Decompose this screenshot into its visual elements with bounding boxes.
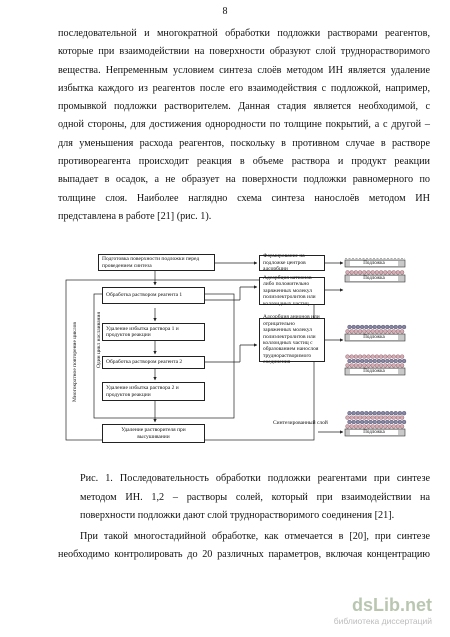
- adsorbed-particle: [392, 355, 396, 359]
- loop-outer-label: Многократное повторение циклов: [72, 322, 78, 402]
- adsorbed-particle: [394, 359, 398, 363]
- adsorbed-particle: [385, 325, 389, 329]
- adsorbed-particle: [360, 325, 364, 329]
- adsorbed-particle: [371, 416, 375, 420]
- adsorbed-particle: [396, 271, 400, 275]
- substrate-label: Подложка: [350, 369, 398, 374]
- adsorbed-particle: [383, 355, 387, 359]
- adsorbed-particle: [354, 416, 358, 420]
- adsorbed-particle: [358, 425, 362, 429]
- adsorbed-particle: [396, 330, 400, 334]
- adsorbed-particle: [369, 411, 373, 415]
- adsorbed-particle: [367, 271, 371, 275]
- adsorbed-particle: [398, 359, 402, 363]
- adsorbed-particle: [375, 355, 379, 359]
- text-line: необходимо контролировать до 20 различных параметров, включая концентрацию: [58, 549, 430, 561]
- adsorbed-particle: [396, 364, 400, 368]
- adsorbed-particle: [356, 411, 360, 415]
- adsorbed-particle: [385, 420, 389, 424]
- adsorbed-particle: [360, 420, 364, 424]
- adsorbed-particle: [400, 355, 404, 359]
- adsorbed-particle: [394, 325, 398, 329]
- caption-line: поверхности подложки дают слой труднорастворимого соединения [21].: [80, 510, 395, 521]
- adsorbed-particle: [398, 325, 402, 329]
- substrate-label: Подложка: [350, 276, 398, 281]
- adsorbed-particle: [396, 425, 400, 429]
- adsorbed-particle: [394, 420, 398, 424]
- adsorbed-particle: [348, 359, 352, 363]
- text-line: При такой многостадийной обработке, как отмечается в [20], при синтезе: [80, 531, 430, 542]
- caption-line: методом ИН. 1,2 – растворы солей, который при взаимодействии на: [80, 491, 430, 503]
- adsorbed-particle: [371, 355, 375, 359]
- adsorbed-particle: [402, 325, 406, 329]
- adsorbed-particle: [388, 425, 392, 429]
- adsorbed-particle: [360, 411, 364, 415]
- text-line: вещества. Непременным условием синтеза слоёв методом ИН является удаление: [58, 64, 430, 76]
- substrate-illustrations: [345, 259, 406, 437]
- adsorbed-particle: [346, 355, 350, 359]
- adsorbed-particle: [358, 330, 362, 334]
- paragraph-1: [58, 25, 430, 226]
- step-prepare-surface: Подготовка поверхности подложки перед проведением синтеза: [98, 254, 215, 271]
- adsorbed-particle: [379, 271, 383, 275]
- text-line: противореагента происходит реакция в объеме раствора и продукт реакции: [58, 156, 430, 168]
- adsorbed-particle: [392, 416, 396, 420]
- adsorbed-particle: [379, 330, 383, 334]
- substrate-label: Подложка: [350, 335, 398, 340]
- step-reagent-1: Обработка раствором реагента 1: [102, 287, 205, 304]
- adsorbed-particle: [381, 325, 385, 329]
- adsorbed-particle: [350, 425, 354, 429]
- adsorbed-particle: [369, 325, 373, 329]
- adsorbed-particle: [350, 271, 354, 275]
- adsorbed-particle: [358, 416, 362, 420]
- adsorbed-particle: [354, 271, 358, 275]
- dslib-watermark: [322, 595, 432, 629]
- adsorbed-particle: [381, 411, 385, 415]
- adsorbed-particle: [392, 364, 396, 368]
- adsorbed-particle: [377, 420, 381, 424]
- adsorbed-particle: [394, 411, 398, 415]
- adsorbed-particle: [381, 359, 385, 363]
- adsorbed-particle: [379, 425, 383, 429]
- adsorbed-particle: [350, 330, 354, 334]
- adsorbed-particle: [367, 364, 371, 368]
- loop-inner-label: Один цикл наслаивания: [96, 312, 102, 368]
- watermark-subtitle: библиотека диссертаций: [333, 616, 432, 626]
- adsorbed-particle: [385, 411, 389, 415]
- adsorbed-particle: [371, 364, 375, 368]
- adsorbed-particle: [354, 330, 358, 334]
- adsorbed-particle: [350, 355, 354, 359]
- text-line: промывкой подложки растворителем. Данная стадия является необходимой, с: [58, 101, 430, 113]
- text-line: последовательной и многократной обработки подложки растворами реагентов,: [58, 28, 430, 39]
- adsorbed-particle: [352, 411, 356, 415]
- adsorbed-particle: [348, 325, 352, 329]
- text-line: представлена в работе [21] (рис. 1).: [58, 210, 212, 222]
- adsorbed-particle: [373, 411, 377, 415]
- adsorbed-particle: [369, 420, 373, 424]
- adsorbed-particle: [392, 330, 396, 334]
- adsorbed-particle: [362, 330, 366, 334]
- adsorbed-particle: [373, 420, 377, 424]
- adsorbed-particle: [392, 271, 396, 275]
- text-line: избытка каждого из реагентов после его взаимодействия с подложкой, например,: [58, 82, 430, 94]
- adsorbed-particle: [400, 330, 404, 334]
- adsorbed-particle: [379, 355, 383, 359]
- adsorbed-particle: [383, 330, 387, 334]
- adsorbed-particle: [356, 325, 360, 329]
- desc-anion-adsorption: Адсорбция анионов или отрицательно заряженных молекул полиэлектролитов или коллоидных частиц с образованием нанослоя труднорастворимого соединения: [259, 318, 325, 362]
- text-line: толщине слоя. Наиболее наглядно схема синтеза нанослоёв методом ИН: [58, 192, 430, 204]
- adsorbed-particle: [375, 364, 379, 368]
- adsorbed-particle: [367, 416, 371, 420]
- adsorbed-particle: [383, 425, 387, 429]
- adsorbed-particle: [388, 355, 392, 359]
- adsorbed-particle: [354, 425, 358, 429]
- adsorbed-particle: [373, 359, 377, 363]
- adsorbed-particle: [350, 416, 354, 420]
- adsorbed-particle: [362, 271, 366, 275]
- adsorbed-particle: [400, 416, 404, 420]
- figure-caption: [80, 470, 430, 526]
- adsorbed-particle: [346, 271, 350, 275]
- paragraph-2: [58, 528, 430, 565]
- adsorbed-particle: [375, 425, 379, 429]
- adsorbed-particle: [377, 411, 381, 415]
- adsorbed-particle: [398, 411, 402, 415]
- adsorbed-particle: [390, 325, 394, 329]
- step-remove-excess-2: Удаление избытка раствора 2 и продуктов реакции: [102, 382, 205, 401]
- step-reagent-2: Обработка раствором реагента 2: [102, 356, 205, 369]
- adsorbed-particle: [358, 271, 362, 275]
- adsorbed-particle: [388, 364, 392, 368]
- synthesized-layer-label: Синтезированный слой: [273, 420, 328, 426]
- adsorbed-particle: [371, 425, 375, 429]
- substrate-label: Подложка: [350, 430, 398, 435]
- page-number: 8: [222, 6, 228, 17]
- adsorbed-particle: [396, 355, 400, 359]
- adsorbed-particle: [400, 425, 404, 429]
- adsorbed-particle: [375, 416, 379, 420]
- caption-line: Рис. 1. Последовательность обработки подложки реагентами при синтезе: [80, 473, 430, 484]
- adsorbed-particle: [383, 271, 387, 275]
- adsorbed-particle: [375, 271, 379, 275]
- adsorbed-particle: [400, 271, 404, 275]
- adsorbed-particle: [356, 420, 360, 424]
- adsorbed-particle: [383, 416, 387, 420]
- step-drying: Удаление растворителя при высушивании: [102, 424, 205, 443]
- adsorbed-particle: [346, 425, 350, 429]
- adsorbed-particle: [362, 364, 366, 368]
- watermark-brand: dsLib.net: [352, 595, 432, 615]
- adsorbed-particle: [381, 420, 385, 424]
- adsorbed-particle: [390, 359, 394, 363]
- adsorbed-particle: [390, 420, 394, 424]
- adsorbed-particle: [364, 411, 368, 415]
- adsorbed-particle: [388, 416, 392, 420]
- adsorbed-particle: [364, 359, 368, 363]
- adsorbed-particle: [367, 355, 371, 359]
- adsorbed-particle: [369, 359, 373, 363]
- synthesis-scheme-figure: [60, 250, 430, 460]
- adsorbed-particle: [377, 359, 381, 363]
- adsorbed-particle: [348, 411, 352, 415]
- adsorbed-particle: [362, 355, 366, 359]
- adsorbed-particle: [352, 420, 356, 424]
- substrate-label: Подложка: [350, 261, 398, 266]
- adsorbed-particle: [379, 364, 383, 368]
- adsorbed-particle: [352, 325, 356, 329]
- adsorbed-particle: [385, 359, 389, 363]
- adsorbed-particle: [373, 325, 377, 329]
- text-line: выпадает в осадок, а не образует на поверхности подложки равномерного по: [58, 174, 430, 186]
- adsorbed-particle: [371, 330, 375, 334]
- adsorbed-particle: [402, 359, 406, 363]
- adsorbed-particle: [390, 411, 394, 415]
- adsorbed-particle: [358, 364, 362, 368]
- adsorbed-particle: [358, 355, 362, 359]
- adsorbed-particle: [356, 359, 360, 363]
- adsorbed-particle: [354, 364, 358, 368]
- text-line: одной стороны, для достижения однородности по толщине покрытий, а с другой –: [58, 119, 430, 131]
- adsorbed-particle: [388, 330, 392, 334]
- adsorbed-particle: [402, 411, 406, 415]
- adsorbed-particle: [362, 425, 366, 429]
- adsorbed-particle: [367, 425, 371, 429]
- text-line: которые при взаимодействии на поверхности образуют слой труднорастворимого: [58, 46, 430, 58]
- adsorbed-particle: [364, 325, 368, 329]
- adsorbed-particle: [354, 355, 358, 359]
- adsorbed-particle: [371, 271, 375, 275]
- adsorbed-particle: [346, 416, 350, 420]
- adsorbed-particle: [377, 325, 381, 329]
- adsorbed-particle: [367, 330, 371, 334]
- adsorbed-particle: [402, 420, 406, 424]
- desc-cation-adsorption: Адсорбция катионов либо положительно заряженных молекул полиэлектролитов или коллоидных частиц: [259, 277, 325, 305]
- step-remove-excess-1: Удаление избытка раствора 1 и продуктов реакции: [102, 323, 205, 341]
- text-line: для уменьшения расхода реагентов, поскольку в противном случае в растворе: [58, 137, 430, 149]
- adsorbed-particle: [400, 364, 404, 368]
- adsorbed-particle: [362, 416, 366, 420]
- adsorbed-particle: [392, 425, 396, 429]
- adsorbed-particle: [375, 330, 379, 334]
- adsorbed-particle: [398, 420, 402, 424]
- adsorbed-particle: [383, 364, 387, 368]
- adsorbed-particle: [360, 359, 364, 363]
- adsorbed-particle: [388, 271, 392, 275]
- desc-adsorption-centers: Формирование на подложке центров адсорбции: [259, 255, 325, 271]
- adsorbed-particle: [348, 420, 352, 424]
- adsorbed-particle: [396, 416, 400, 420]
- adsorbed-particle: [350, 364, 354, 368]
- adsorbed-particle: [346, 330, 350, 334]
- adsorbed-particle: [379, 416, 383, 420]
- adsorbed-particle: [352, 359, 356, 363]
- adsorbed-particle: [364, 420, 368, 424]
- adsorbed-particle: [346, 364, 350, 368]
